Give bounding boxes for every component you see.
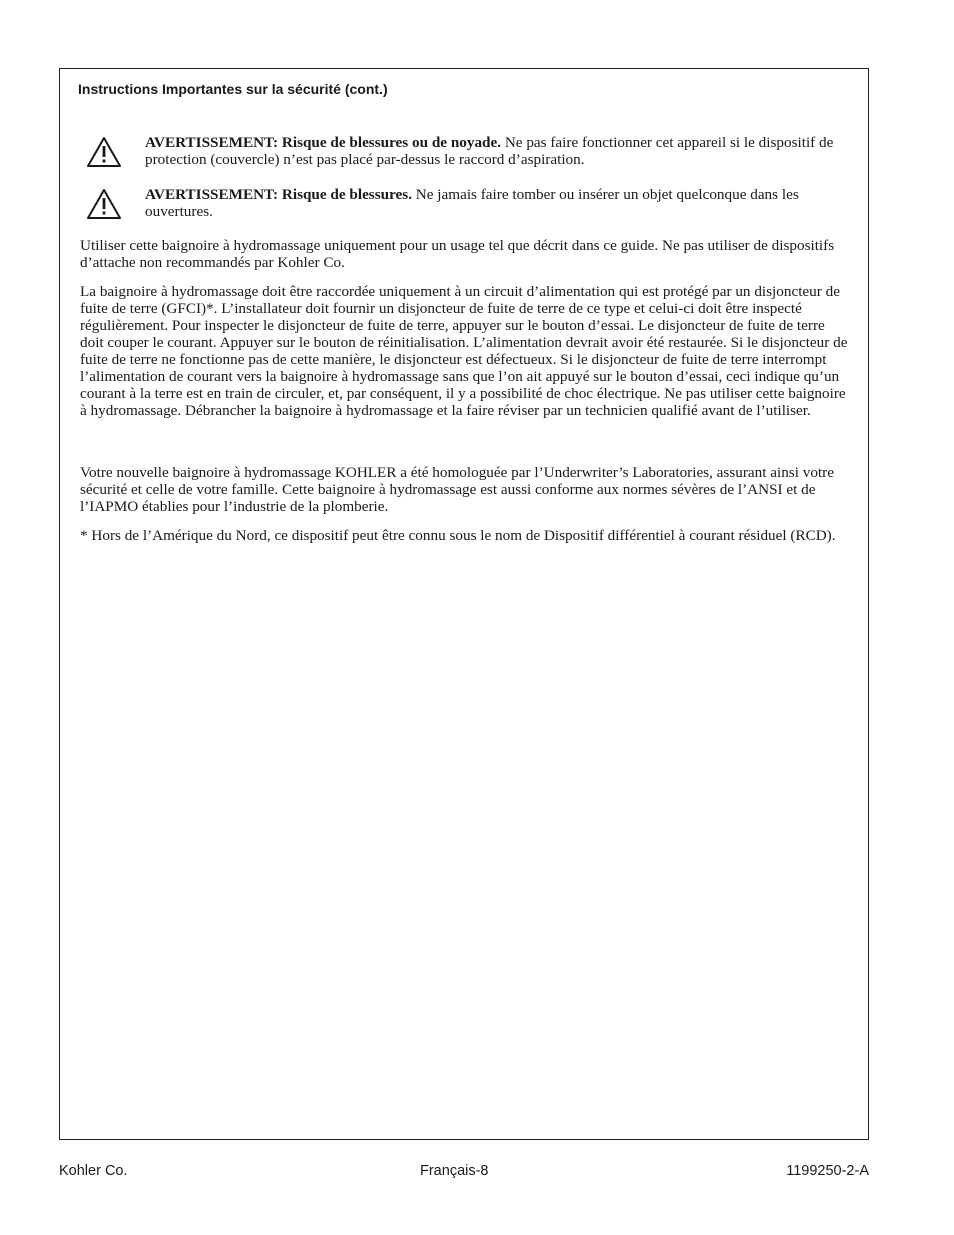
paragraph-usage: Utiliser cette baignoire à hydromassage uniquement pour un usage tel que décrit dans ce guide. Ne pas utiliser de dispositifs d’attache non recommandés par Kohler Co.: [80, 237, 835, 271]
warning-message: Ne jamais faire tomber ou insérer un objet quelconque dans les ouvertures.: [145, 186, 799, 220]
footer-page-number: Français-8: [420, 1163, 489, 1179]
paragraph-certification: Votre nouvelle baignoire à hydromassage KOHLER a été homologuée par l’Underwriter’s Laboratories, assurant ainsi votre sécurité et celle de votre famille. Cette baignoire à hydromassage est aussi conforme aux normes sévères de l’ANSI et de l’IAPMO établies pour l’industrie de la plomberie.: [80, 464, 834, 515]
warning-text: [145, 134, 845, 168]
warning-triangle-icon: [86, 136, 122, 168]
warning-label: AVERTISSEMENT: Risque de blessures.: [145, 186, 412, 203]
footer-company: Kohler Co.: [59, 1163, 128, 1179]
warning-text: [145, 186, 845, 220]
warning-message: Ne pas faire fonctionner cet appareil si le dispositif de protection (couvercle) n’est pas placé par-dessus le raccord d’aspiration.: [145, 134, 834, 168]
warning-triangle-icon: [86, 188, 122, 220]
paragraph-gfci: La baignoire à hydromassage doit être raccordée uniquement à un circuit d’alimentation qui est protégé par un disjoncteur de fuite de terre (GFCI)*. L’installateur doit fournir un disjoncteur de fuite de terre de ce type et celui-ci doit être inspecté régulièrement. Pour inspecter le disjoncteur de fuite de terre, appuyer sur le bouton d’essai. Le disjoncteur de fuite de terre doit couper le courant. Appuyer sur le bouton de réinitialisation. L’alimentation devrait avoir été restaurée. Si le disjoncteur de fuite de terre ne fonctionne pas de cette manière, le disjoncteur est défectueux. Si le disjoncteur de fuite de terre interrompt l’alimentation de courant vers la baignoire à hydromassage sans que l’on ait appuyé sur le bouton d’essai, ceci indique qu’un courant à la terre est en train de circuler, et, par conséquent, il y a possibilité de choc électrique. Ne pas utiliser cette baignoire à hydromassage. Débrancher la baignoire à hydromassage et la faire réviser par un technicien qualifié avant de l’utiliser.: [80, 283, 848, 419]
footer-document-code: 1199250-2-A: [786, 1163, 869, 1179]
warning-label: AVERTISSEMENT: Risque de blessures ou de noyade.: [145, 134, 502, 151]
content-frame: [59, 68, 869, 1140]
section-title: Instructions Importantes sur la sécurité (cont.): [78, 81, 388, 97]
paragraph-footnote: * Hors de l’Amérique du Nord, ce dispositif peut être connu sous le nom de Dispositif différentiel à courant résiduel (RCD).: [80, 527, 836, 544]
